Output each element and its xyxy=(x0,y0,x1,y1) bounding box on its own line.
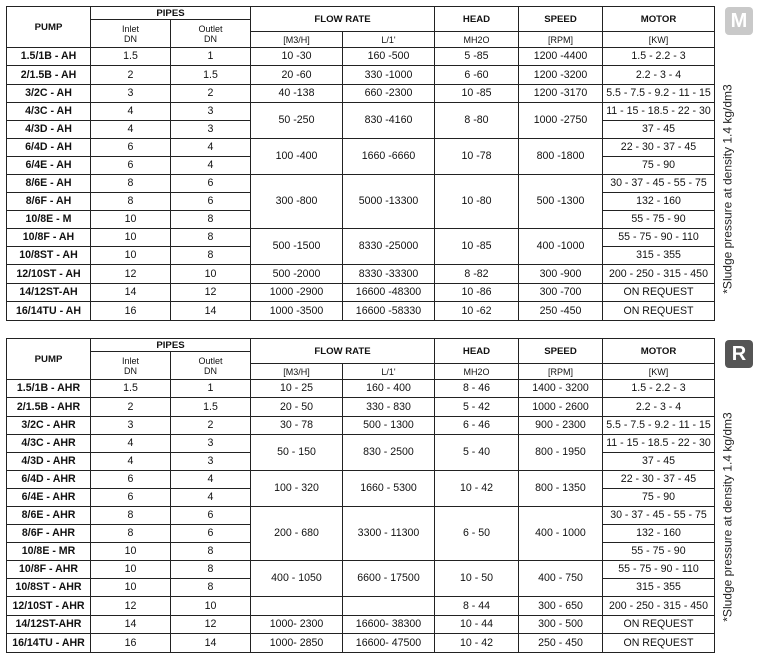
pump-header: PUMP xyxy=(7,7,91,48)
flow-m3h-cell: 100 - 320 xyxy=(251,471,343,507)
motor-kw-cell: 75 - 90 xyxy=(603,157,715,175)
head-cell: 10 -85 xyxy=(435,229,519,265)
inlet-dn-label: DN xyxy=(124,365,137,376)
motor-kw-cell: ON REQUEST xyxy=(603,284,715,302)
inlet-dn-cell: 8 xyxy=(91,507,171,525)
motor-kw-cell: ON REQUEST xyxy=(603,616,715,634)
pump-model-cell: 4/3C - AH xyxy=(7,103,91,121)
density-note-r xyxy=(717,372,739,662)
head-header: HEAD xyxy=(435,7,519,32)
series-r-badge: R xyxy=(725,340,753,368)
table-row xyxy=(7,435,715,453)
inlet-dn-cell: 10 xyxy=(91,247,171,265)
flow-m3h-cell: 20 - 50 xyxy=(251,398,343,417)
pump-model-cell: 1.5/1B - AH xyxy=(7,48,91,66)
table-row xyxy=(7,597,715,616)
table-row xyxy=(7,634,715,653)
flow-m3h-cell: 400 - 1050 xyxy=(251,561,343,597)
motor-kw-cell: 55 - 75 - 90 xyxy=(603,543,715,561)
table-row xyxy=(7,103,715,121)
flow-lmin-cell: 830 - 2500 xyxy=(343,435,435,471)
motor-kw-cell: 1.5 - 2.2 - 3 xyxy=(603,380,715,398)
pump-model-cell: 4/3C - AHR xyxy=(7,435,91,453)
flow-rate-header: FLOW RATE xyxy=(251,339,435,364)
table-row xyxy=(7,561,715,579)
flow-m3h-cell: 100 -400 xyxy=(251,139,343,175)
outlet-dn-cell: 3 xyxy=(171,121,251,139)
motor-kw-cell: 37 - 45 xyxy=(603,453,715,471)
density-note-m xyxy=(717,44,739,334)
flow-lmin-cell: 160 - 400 xyxy=(343,380,435,398)
outlet-header xyxy=(171,20,251,48)
flow-m3h-cell: 200 - 680 xyxy=(251,507,343,561)
outlet-header xyxy=(171,352,251,380)
head-cell: 6 - 50 xyxy=(435,507,519,561)
table-row xyxy=(7,85,715,103)
head-unit: MH2O xyxy=(435,364,519,380)
speed-cell: 900 - 2300 xyxy=(519,417,603,435)
pipes-header: PIPES xyxy=(91,339,251,352)
pump-model-cell: 6/4D - AHR xyxy=(7,471,91,489)
motor-kw-cell: 1.5 - 2.2 - 3 xyxy=(603,48,715,66)
head-cell: 6 - 46 xyxy=(435,417,519,435)
flow-lmin-cell: 5000 -13300 xyxy=(343,175,435,229)
pump-model-cell: 10/8F - AHR xyxy=(7,561,91,579)
flow-lmin-cell: 6600 - 17500 xyxy=(343,561,435,597)
speed-cell: 400 - 1000 xyxy=(519,507,603,561)
head-cell: 6 -60 xyxy=(435,66,519,85)
flow-rate-header: FLOW RATE xyxy=(251,7,435,32)
pump-model-cell: 4/3D - AHR xyxy=(7,453,91,471)
density-note-text: *Sludge pressure at density 1.4 kg/dm3 xyxy=(721,84,735,294)
inlet-dn-cell: 10 xyxy=(91,229,171,247)
speed-cell: 1000 -2750 xyxy=(519,103,603,139)
head-cell: 10 - 42 xyxy=(435,471,519,507)
pump-model-cell: 6/4D - AH xyxy=(7,139,91,157)
inlet-dn-cell: 3 xyxy=(91,85,171,103)
speed-cell: 1200 -4400 xyxy=(519,48,603,66)
table-row xyxy=(7,175,715,193)
head-cell: 8 -80 xyxy=(435,103,519,139)
inlet-header xyxy=(91,20,171,48)
inlet-dn-cell: 10 xyxy=(91,543,171,561)
pump-model-cell: 6/4E - AH xyxy=(7,157,91,175)
table-row xyxy=(7,398,715,417)
flow-m3h-cell: 1000 -3500 xyxy=(251,302,343,321)
outlet-dn-cell: 2 xyxy=(171,85,251,103)
table-row xyxy=(7,417,715,435)
pump-model-cell: 8/6F - AH xyxy=(7,193,91,211)
pump-model-cell: 6/4E - AHR xyxy=(7,489,91,507)
outlet-dn-cell: 14 xyxy=(171,634,251,653)
flow-m3h-cell: 500 -1500 xyxy=(251,229,343,265)
flow-lmin-cell: 660 -2300 xyxy=(343,85,435,103)
outlet-dn-cell: 2 xyxy=(171,417,251,435)
series-m-badge: M xyxy=(725,7,753,35)
inlet-dn-cell: 6 xyxy=(91,157,171,175)
speed-cell: 300 - 650 xyxy=(519,597,603,616)
inlet-dn-cell: 8 xyxy=(91,525,171,543)
pump-model-cell: 8/6E - AHR xyxy=(7,507,91,525)
table-row xyxy=(7,507,715,525)
speed-cell: 1200 -3200 xyxy=(519,66,603,85)
flow-unit-lmin: L/1' xyxy=(343,364,435,380)
flow-lmin-cell: 16600 -58330 xyxy=(343,302,435,321)
table-row xyxy=(7,229,715,247)
inlet-dn-cell: 14 xyxy=(91,284,171,302)
pump-model-cell: 1.5/1B - AHR xyxy=(7,380,91,398)
inlet-dn-cell: 4 xyxy=(91,103,171,121)
speed-cell: 300 -700 xyxy=(519,284,603,302)
table-body xyxy=(7,380,715,653)
flow-lmin-cell: 8330 -33300 xyxy=(343,265,435,284)
outlet-dn-cell: 4 xyxy=(171,139,251,157)
table-row xyxy=(7,616,715,634)
motor-kw-cell: 132 - 160 xyxy=(603,525,715,543)
speed-cell: 400 - 750 xyxy=(519,561,603,597)
flow-m3h-cell: 1000 -2900 xyxy=(251,284,343,302)
outlet-dn-cell: 6 xyxy=(171,193,251,211)
pump-header: PUMP xyxy=(7,339,91,380)
inlet-label: Inlet xyxy=(121,23,139,34)
outlet-dn-cell: 10 xyxy=(171,265,251,284)
motor-kw-cell: 5.5 - 7.5 - 9.2 - 11 - 15 xyxy=(603,85,715,103)
inlet-dn-cell: 16 xyxy=(91,634,171,653)
table-row xyxy=(7,265,715,284)
inlet-header xyxy=(91,352,171,380)
head-cell: 10 - 44 xyxy=(435,616,519,634)
pipes-header: PIPES xyxy=(91,7,251,20)
flow-m3h-cell: 20 -60 xyxy=(251,66,343,85)
outlet-dn-cell: 8 xyxy=(171,229,251,247)
outlet-dn-cell: 6 xyxy=(171,175,251,193)
speed-header: SPEED xyxy=(519,7,603,32)
head-cell: 10 -62 xyxy=(435,302,519,321)
flow-unit-m3h: [M3/H] xyxy=(251,364,343,380)
speed-unit: [RPM] xyxy=(519,32,603,48)
table-row xyxy=(7,48,715,66)
table-row xyxy=(7,139,715,157)
outlet-dn-cell: 3 xyxy=(171,453,251,471)
outlet-dn-cell: 4 xyxy=(171,157,251,175)
inlet-dn-cell: 1.5 xyxy=(91,380,171,398)
table-row xyxy=(7,471,715,489)
head-unit: MH2O xyxy=(435,32,519,48)
motor-kw-cell: 22 - 30 - 37 - 45 xyxy=(603,139,715,157)
table-row xyxy=(7,66,715,85)
flow-unit-lmin: L/1' xyxy=(343,32,435,48)
flow-lmin-cell: 500 - 1300 xyxy=(343,417,435,435)
motor-kw-cell: ON REQUEST xyxy=(603,302,715,321)
pump-model-cell: 8/6F - AHR xyxy=(7,525,91,543)
pump-model-cell: 3/2C - AHR xyxy=(7,417,91,435)
outlet-dn-label: DN xyxy=(204,33,217,44)
pump-model-cell: 12/10ST - AH xyxy=(7,265,91,284)
outlet-dn-cell: 1.5 xyxy=(171,66,251,85)
pump-model-cell: 16/14TU - AH xyxy=(7,302,91,321)
pump-model-cell: 2/1.5B - AH xyxy=(7,66,91,85)
flow-lmin-cell: 1660 - 5300 xyxy=(343,471,435,507)
inlet-dn-cell: 3 xyxy=(91,417,171,435)
speed-cell: 250 -450 xyxy=(519,302,603,321)
flow-m3h-cell: 300 -800 xyxy=(251,175,343,229)
flow-lmin-cell: 830 -4160 xyxy=(343,103,435,139)
motor-kw-cell: 200 - 250 - 315 - 450 xyxy=(603,265,715,284)
head-cell: 8 - 44 xyxy=(435,597,519,616)
outlet-dn-cell: 3 xyxy=(171,103,251,121)
pump-table-r xyxy=(6,338,715,653)
head-cell: 8 -82 xyxy=(435,265,519,284)
outlet-dn-label: DN xyxy=(204,365,217,376)
outlet-label: Outlet xyxy=(198,355,223,366)
outlet-dn-cell: 6 xyxy=(171,507,251,525)
inlet-dn-cell: 12 xyxy=(91,265,171,284)
table-body xyxy=(7,48,715,321)
speed-cell: 1200 -3170 xyxy=(519,85,603,103)
flow-m3h-cell: 10 - 25 xyxy=(251,380,343,398)
density-note-text: *Sludge pressure at density 1.4 kg/dm3 xyxy=(721,412,735,622)
outlet-label: Outlet xyxy=(198,23,223,34)
flow-lmin-cell: 1660 -6660 xyxy=(343,139,435,175)
pump-model-cell: 14/12ST-AHR xyxy=(7,616,91,634)
inlet-dn-cell: 6 xyxy=(91,139,171,157)
motor-header: MOTOR xyxy=(603,339,715,364)
pump-model-cell: 10/8ST - AH xyxy=(7,247,91,265)
inlet-dn-cell: 6 xyxy=(91,489,171,507)
motor-unit: [KW] xyxy=(603,364,715,380)
flow-lmin-cell: 330 -1000 xyxy=(343,66,435,85)
inlet-dn-label: DN xyxy=(124,33,137,44)
flow-m3h-cell: 30 - 78 xyxy=(251,417,343,435)
motor-kw-cell: 132 - 160 xyxy=(603,193,715,211)
flow-lmin-cell: 8330 -25000 xyxy=(343,229,435,265)
inlet-dn-cell: 4 xyxy=(91,121,171,139)
inlet-dn-cell: 10 xyxy=(91,211,171,229)
outlet-dn-cell: 1 xyxy=(171,48,251,66)
pump-model-cell: 12/10ST - AHR xyxy=(7,597,91,616)
outlet-dn-cell: 8 xyxy=(171,561,251,579)
motor-kw-cell: 2.2 - 3 - 4 xyxy=(603,398,715,417)
motor-kw-cell: 55 - 75 - 90 - 110 xyxy=(603,561,715,579)
inlet-dn-cell: 10 xyxy=(91,561,171,579)
flow-lmin-cell xyxy=(343,597,435,616)
table-row xyxy=(7,284,715,302)
head-cell: 10 -80 xyxy=(435,175,519,229)
speed-unit: [RPM] xyxy=(519,364,603,380)
flow-m3h-cell: 1000- 2850 xyxy=(251,634,343,653)
flow-lmin-cell: 160 -500 xyxy=(343,48,435,66)
head-cell: 5 - 42 xyxy=(435,398,519,417)
motor-kw-cell: 5.5 - 7.5 - 9.2 - 11 - 15 xyxy=(603,417,715,435)
speed-cell: 1000 - 2600 xyxy=(519,398,603,417)
head-cell: 5 - 40 xyxy=(435,435,519,471)
head-cell: 8 - 46 xyxy=(435,380,519,398)
speed-cell: 800 -1800 xyxy=(519,139,603,175)
motor-kw-cell: 55 - 75 - 90 xyxy=(603,211,715,229)
flow-m3h-cell: 1000- 2300 xyxy=(251,616,343,634)
head-cell: 10 -86 xyxy=(435,284,519,302)
inlet-dn-cell: 1.5 xyxy=(91,48,171,66)
flow-m3h-cell: 50 - 150 xyxy=(251,435,343,471)
pump-table-m xyxy=(6,6,715,321)
motor-header: MOTOR xyxy=(603,7,715,32)
motor-kw-cell: 55 - 75 - 90 - 110 xyxy=(603,229,715,247)
flow-lmin-cell: 3300 - 11300 xyxy=(343,507,435,561)
head-header: HEAD xyxy=(435,339,519,364)
flow-lmin-cell: 330 - 830 xyxy=(343,398,435,417)
motor-kw-cell: 11 - 15 - 18.5 - 22 - 30 xyxy=(603,103,715,121)
motor-kw-cell: 315 - 355 xyxy=(603,247,715,265)
speed-cell: 800 - 1950 xyxy=(519,435,603,471)
speed-cell: 500 -1300 xyxy=(519,175,603,229)
speed-cell: 1400 - 3200 xyxy=(519,380,603,398)
pump-model-cell: 10/8F - AH xyxy=(7,229,91,247)
inlet-dn-cell: 16 xyxy=(91,302,171,321)
motor-kw-cell: 315 - 355 xyxy=(603,579,715,597)
head-cell: 10 -78 xyxy=(435,139,519,175)
flow-m3h-cell xyxy=(251,597,343,616)
inlet-dn-cell: 4 xyxy=(91,453,171,471)
head-cell: 5 -85 xyxy=(435,48,519,66)
motor-kw-cell: 75 - 90 xyxy=(603,489,715,507)
inlet-dn-cell: 2 xyxy=(91,398,171,417)
outlet-dn-cell: 8 xyxy=(171,579,251,597)
pump-model-cell: 4/3D - AH xyxy=(7,121,91,139)
outlet-dn-cell: 14 xyxy=(171,302,251,321)
motor-kw-cell: 11 - 15 - 18.5 - 22 - 30 xyxy=(603,435,715,453)
pump-model-cell: 10/8E - MR xyxy=(7,543,91,561)
flow-unit-m3h: [M3/H] xyxy=(251,32,343,48)
outlet-dn-cell: 8 xyxy=(171,211,251,229)
outlet-dn-cell: 8 xyxy=(171,543,251,561)
pump-model-cell: 8/6E - AH xyxy=(7,175,91,193)
head-cell: 10 - 50 xyxy=(435,561,519,597)
inlet-dn-cell: 14 xyxy=(91,616,171,634)
flow-lmin-cell: 16600- 47500 xyxy=(343,634,435,653)
inlet-dn-cell: 12 xyxy=(91,597,171,616)
flow-m3h-cell: 40 -138 xyxy=(251,85,343,103)
outlet-dn-cell: 1.5 xyxy=(171,398,251,417)
pump-model-cell: 10/8E - M xyxy=(7,211,91,229)
inlet-dn-cell: 4 xyxy=(91,435,171,453)
pump-model-cell: 2/1.5B - AHR xyxy=(7,398,91,417)
outlet-dn-cell: 8 xyxy=(171,247,251,265)
speed-cell: 250 - 450 xyxy=(519,634,603,653)
pump-model-cell: 3/2C - AH xyxy=(7,85,91,103)
outlet-dn-cell: 1 xyxy=(171,380,251,398)
motor-kw-cell: 22 - 30 - 37 - 45 xyxy=(603,471,715,489)
speed-cell: 300 -900 xyxy=(519,265,603,284)
flow-m3h-cell: 500 -2000 xyxy=(251,265,343,284)
flow-m3h-cell: 50 -250 xyxy=(251,103,343,139)
motor-unit: [KW] xyxy=(603,32,715,48)
motor-kw-cell: 30 - 37 - 45 - 55 - 75 xyxy=(603,175,715,193)
pump-model-cell: 10/8ST - AHR xyxy=(7,579,91,597)
outlet-dn-cell: 12 xyxy=(171,616,251,634)
outlet-dn-cell: 12 xyxy=(171,284,251,302)
speed-cell: 800 - 1350 xyxy=(519,471,603,507)
inlet-dn-cell: 6 xyxy=(91,471,171,489)
motor-kw-cell: 2.2 - 3 - 4 xyxy=(603,66,715,85)
motor-kw-cell: 200 - 250 - 315 - 450 xyxy=(603,597,715,616)
outlet-dn-cell: 3 xyxy=(171,435,251,453)
outlet-dn-cell: 6 xyxy=(171,525,251,543)
flow-m3h-cell: 10 -30 xyxy=(251,48,343,66)
outlet-dn-cell: 4 xyxy=(171,489,251,507)
table-row xyxy=(7,380,715,398)
motor-kw-cell: 30 - 37 - 45 - 55 - 75 xyxy=(603,507,715,525)
table-row xyxy=(7,302,715,321)
inlet-dn-cell: 8 xyxy=(91,175,171,193)
inlet-dn-cell: 10 xyxy=(91,579,171,597)
flow-lmin-cell: 16600- 38300 xyxy=(343,616,435,634)
speed-cell: 300 - 500 xyxy=(519,616,603,634)
flow-lmin-cell: 16600 -48300 xyxy=(343,284,435,302)
pump-model-cell: 14/12ST-AH xyxy=(7,284,91,302)
head-cell: 10 - 42 xyxy=(435,634,519,653)
head-cell: 10 -85 xyxy=(435,85,519,103)
pump-model-cell: 16/14TU - AHR xyxy=(7,634,91,653)
speed-header: SPEED xyxy=(519,339,603,364)
inlet-dn-cell: 8 xyxy=(91,193,171,211)
inlet-label: Inlet xyxy=(121,355,139,366)
outlet-dn-cell: 4 xyxy=(171,471,251,489)
inlet-dn-cell: 2 xyxy=(91,66,171,85)
outlet-dn-cell: 10 xyxy=(171,597,251,616)
speed-cell: 400 -1000 xyxy=(519,229,603,265)
motor-kw-cell: 37 - 45 xyxy=(603,121,715,139)
motor-kw-cell: ON REQUEST xyxy=(603,634,715,653)
